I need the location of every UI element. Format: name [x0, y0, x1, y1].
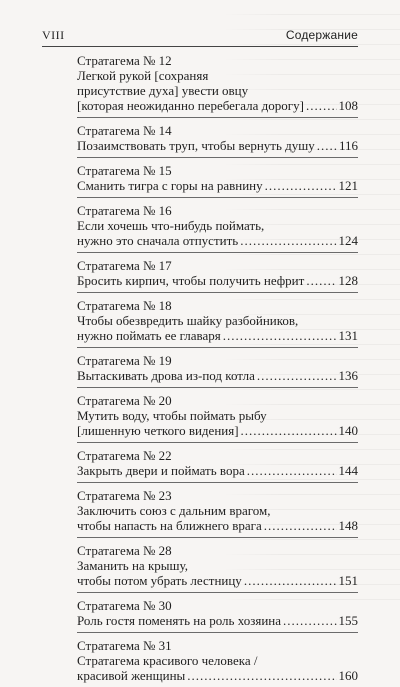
entry-title-text: Вытаскивать дрова из-под котла	[77, 368, 255, 383]
entry-page-number: 128	[338, 273, 358, 288]
entry-title-text: [которая неожиданно перебегала дорогу]	[77, 98, 304, 113]
dot-leader	[317, 138, 337, 153]
entry-heading: Стратагема № 15	[77, 163, 172, 178]
entry-page-number: 116	[338, 138, 358, 153]
entry-title-text: Мутить воду, чтобы поймать рыбу	[77, 408, 267, 423]
toc-entry[interactable]	[77, 253, 358, 293]
entry-page-number: 136	[338, 368, 358, 383]
entry-title-line	[77, 408, 358, 423]
dot-leader	[240, 233, 336, 248]
entry-title-text: нужно поймать ее главаря	[77, 328, 221, 343]
toc-entry[interactable]	[77, 483, 358, 538]
entry-heading: Стратагема № 22	[77, 448, 172, 463]
entry-title-text: Легкой рукой [сохраняя	[77, 68, 209, 83]
toc-entry[interactable]	[77, 158, 358, 198]
entry-heading: Стратагема № 23	[77, 488, 172, 503]
entry-title-line	[77, 273, 358, 288]
dot-leader	[264, 518, 337, 533]
entry-page-number: 144	[338, 463, 358, 478]
entry-page-number: 121	[338, 178, 358, 193]
entry-heading: Стратагема № 28	[77, 543, 172, 558]
dot-leader	[247, 463, 337, 478]
entry-title-line	[77, 613, 358, 628]
entry-title-text: Закрыть двери и поймать вора	[77, 463, 245, 478]
entry-heading: Стратагема № 30	[77, 598, 172, 613]
entry-page-number: 160	[338, 668, 358, 683]
entry-title-text: Чтобы обезвредить шайку разбойников,	[77, 313, 299, 328]
entry-heading: Стратагема № 16	[77, 203, 172, 218]
dot-leader	[306, 273, 336, 288]
entry-title-line	[77, 668, 358, 683]
entry-title-text: Позаимствовать труп, чтобы вернуть душу	[77, 138, 315, 153]
entry-title-line	[77, 138, 358, 153]
entry-title-line	[77, 178, 358, 193]
entry-title-text: чтобы напасть на ближнего врага	[77, 518, 262, 533]
toc-entry[interactable]	[77, 388, 358, 443]
entry-title-text: Если хочешь что-нибудь поймать,	[77, 218, 265, 233]
toc-entry[interactable]	[77, 118, 358, 158]
entry-title-text: Роль гостя поменять на роль хозяина	[77, 613, 282, 628]
entry-page-number: 131	[338, 328, 358, 343]
entry-title-line	[77, 558, 358, 573]
entry-title-line	[77, 98, 358, 113]
entry-page-number: 148	[338, 518, 358, 533]
toc-entry[interactable]	[77, 443, 358, 483]
entry-title-text: красивой женщины	[77, 668, 186, 683]
dot-leader	[187, 668, 336, 683]
entry-title-text: чтобы потом убрать лестницу	[77, 573, 242, 588]
entry-title-text: Сманить тигра с горы на равнину	[77, 178, 263, 193]
entry-page-number: 108	[338, 98, 358, 113]
dot-leader	[241, 423, 337, 438]
dot-leader	[257, 368, 337, 383]
section-title: Содержание	[285, 28, 358, 42]
entry-title-text: [лишенную четкого видения]	[77, 423, 239, 438]
toc-entry[interactable]	[77, 48, 358, 118]
dot-leader	[244, 573, 337, 588]
entry-heading: Стратагема № 19	[77, 353, 172, 368]
page-number: VIII	[42, 28, 65, 42]
dot-leader	[306, 98, 337, 113]
entry-title-line	[77, 313, 358, 328]
entry-title-line	[77, 653, 358, 668]
entry-title-line	[77, 368, 358, 383]
dot-leader	[283, 613, 336, 628]
entry-title-line	[77, 503, 358, 518]
entry-title-text: нужно это сначала отпустить	[77, 233, 239, 248]
toc-entry[interactable]	[77, 348, 358, 388]
entry-title-line	[77, 233, 358, 248]
toc-entry[interactable]	[77, 538, 358, 593]
entry-heading: Стратагема № 17	[77, 258, 172, 273]
entry-heading: Стратагема № 31	[77, 638, 172, 653]
header-rule	[42, 46, 358, 47]
entry-title-text: Стратагема красивого человека /	[77, 653, 258, 668]
entry-title-line	[77, 518, 358, 533]
entry-page-number: 124	[338, 233, 358, 248]
table-of-contents	[77, 48, 358, 687]
entry-title-line	[77, 218, 358, 233]
entry-title-line	[77, 423, 358, 438]
entry-title-text: присутствие духа] увести овцу	[77, 83, 249, 98]
entry-page-number: 151	[338, 573, 358, 588]
toc-entry[interactable]	[77, 633, 358, 687]
entry-title-line	[77, 83, 358, 98]
entry-heading: Стратагема № 14	[77, 123, 172, 138]
dot-leader	[265, 178, 337, 193]
entry-title-line	[77, 463, 358, 478]
entry-title-line	[77, 328, 358, 343]
entry-page-number: 140	[338, 423, 358, 438]
entry-page-number: 155	[338, 613, 358, 628]
toc-entry[interactable]	[77, 593, 358, 633]
toc-entry[interactable]	[77, 198, 358, 253]
entry-heading: Стратагема № 12	[77, 53, 172, 68]
dot-leader	[223, 328, 337, 343]
entry-title-line	[77, 573, 358, 588]
toc-entry[interactable]	[77, 293, 358, 348]
entry-title-text: Заключить союз с дальним врагом,	[77, 503, 271, 518]
entry-heading: Стратагема № 20	[77, 393, 172, 408]
entry-heading: Стратагема № 18	[77, 298, 172, 313]
page-header	[42, 28, 358, 44]
entry-title-text: Заманить на крышу,	[77, 558, 188, 573]
entry-title-line	[77, 68, 358, 83]
entry-title-text: Бросить кирпич, чтобы получить нефрит	[77, 273, 305, 288]
